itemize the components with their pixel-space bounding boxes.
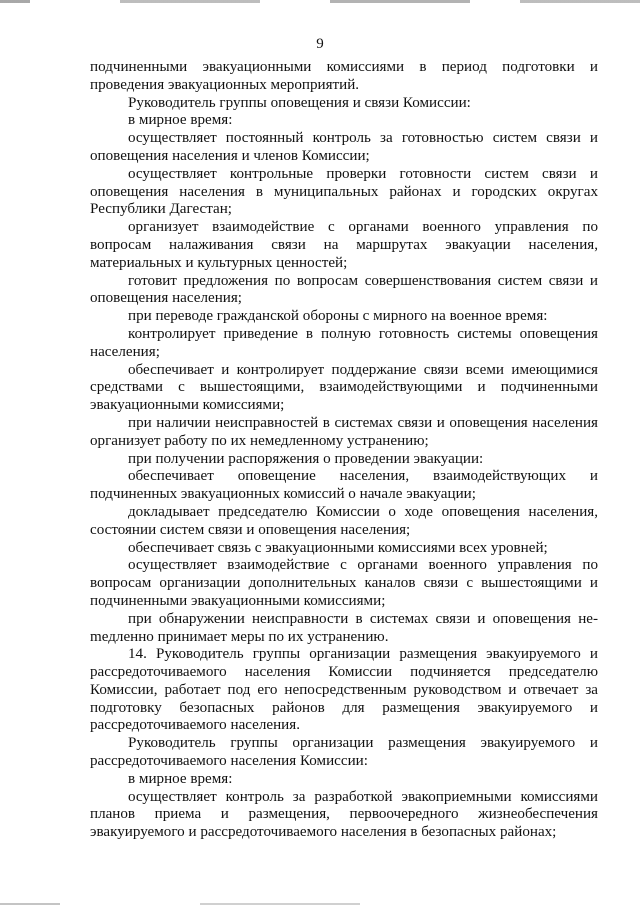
paragraph: при обнаружении неисправности в системах связи и оповещения неmедленно принимает меры по их устранению. xyxy=(90,610,598,645)
paragraph: осуществляет контрольные проверки готовности систем связи и оповещения населения в муниципальных районах и городских округах Республики Дагестан; xyxy=(90,165,598,218)
paragraph: обеспечивает оповещение населения, взаимодействующих и подчиненных эвакуационных комиссий о начале эвакуации; xyxy=(90,468,598,503)
paragraph: при переводе гражданской обороны с мирного на военное время: xyxy=(128,308,548,325)
paragraph: при наличии неисправностей в системах связи и оповещения населения организует работу по их немедленному устранению; xyxy=(90,414,598,449)
paragraph: 14. Руководитель группы организации размещения эвакуируемого и рассредоточиваемого населения Комиссии подчиняется председателю Комиссии, работает под его непосредственным руководством и отвечает за подготовку безопасных районов для размещения эвакуируемого и рассредоточиваемого населения. xyxy=(90,646,598,734)
paragraph: контролирует приведение в полную готовность системы оповещения населения; xyxy=(90,325,598,360)
paragraph: готовит предложения по вопросам совершенствования систем связи и оповещения населения; xyxy=(90,272,598,307)
paragraph: обеспечивает связь с эвакуационными комиссиями всех уровней; xyxy=(128,539,548,556)
document-body xyxy=(90,59,598,842)
scan-edge-top xyxy=(0,0,640,3)
paragraph: Руководитель группы организации размещения эвакуируемого и рассредоточиваемого населения Комиссии: xyxy=(90,735,598,770)
paragraph: организует взаимодействие с органами военного управления по вопросам налаживания связи на маршрутах эвакуации населения, материальных и культурных ценностей; xyxy=(90,219,598,271)
paragraph: осуществляет постоянный контроль за готовностью систем связи и оповещения населения и членов Комиссии; xyxy=(90,130,598,164)
paragraph: осуществляет взаимодействие с органами военного управления по вопросам организации дополнительных каналов связи с вышестоящими и подчиненными эвакуационными комиссиями; xyxy=(90,557,598,609)
paragraph: при получении распоряжения о проведении эвакуации: xyxy=(128,450,484,467)
page-number: 9 xyxy=(316,36,324,52)
paragraph: осуществляет контроль за разработкой эвакоприемными комиссиями планов приема и размещения, первоочередного жизнеобеспечения эвакуируемого и рассредоточиваемого населения в безопасных районах; xyxy=(90,788,598,841)
paragraph: в мирное время: xyxy=(128,112,233,129)
paragraph: в мирное время: xyxy=(128,770,233,787)
paragraph: Руководитель группы оповещения и связи Комиссии: xyxy=(128,94,471,111)
paragraph: докладывает председателю Комиссии о ходе оповещения населения, состоянии систем связи и оповещения населения; xyxy=(90,503,598,538)
paragraph: обеспечивает и контролирует поддержание связи всеми имеющимися средствами с вышестоящими, взаимодействующими и подчиненными эвакуационными комиссиями; xyxy=(90,361,598,414)
paragraph: подчиненными эвакуационными комиссиями в период подготовки и проведения эвакуационных мероприятий. xyxy=(90,59,598,93)
